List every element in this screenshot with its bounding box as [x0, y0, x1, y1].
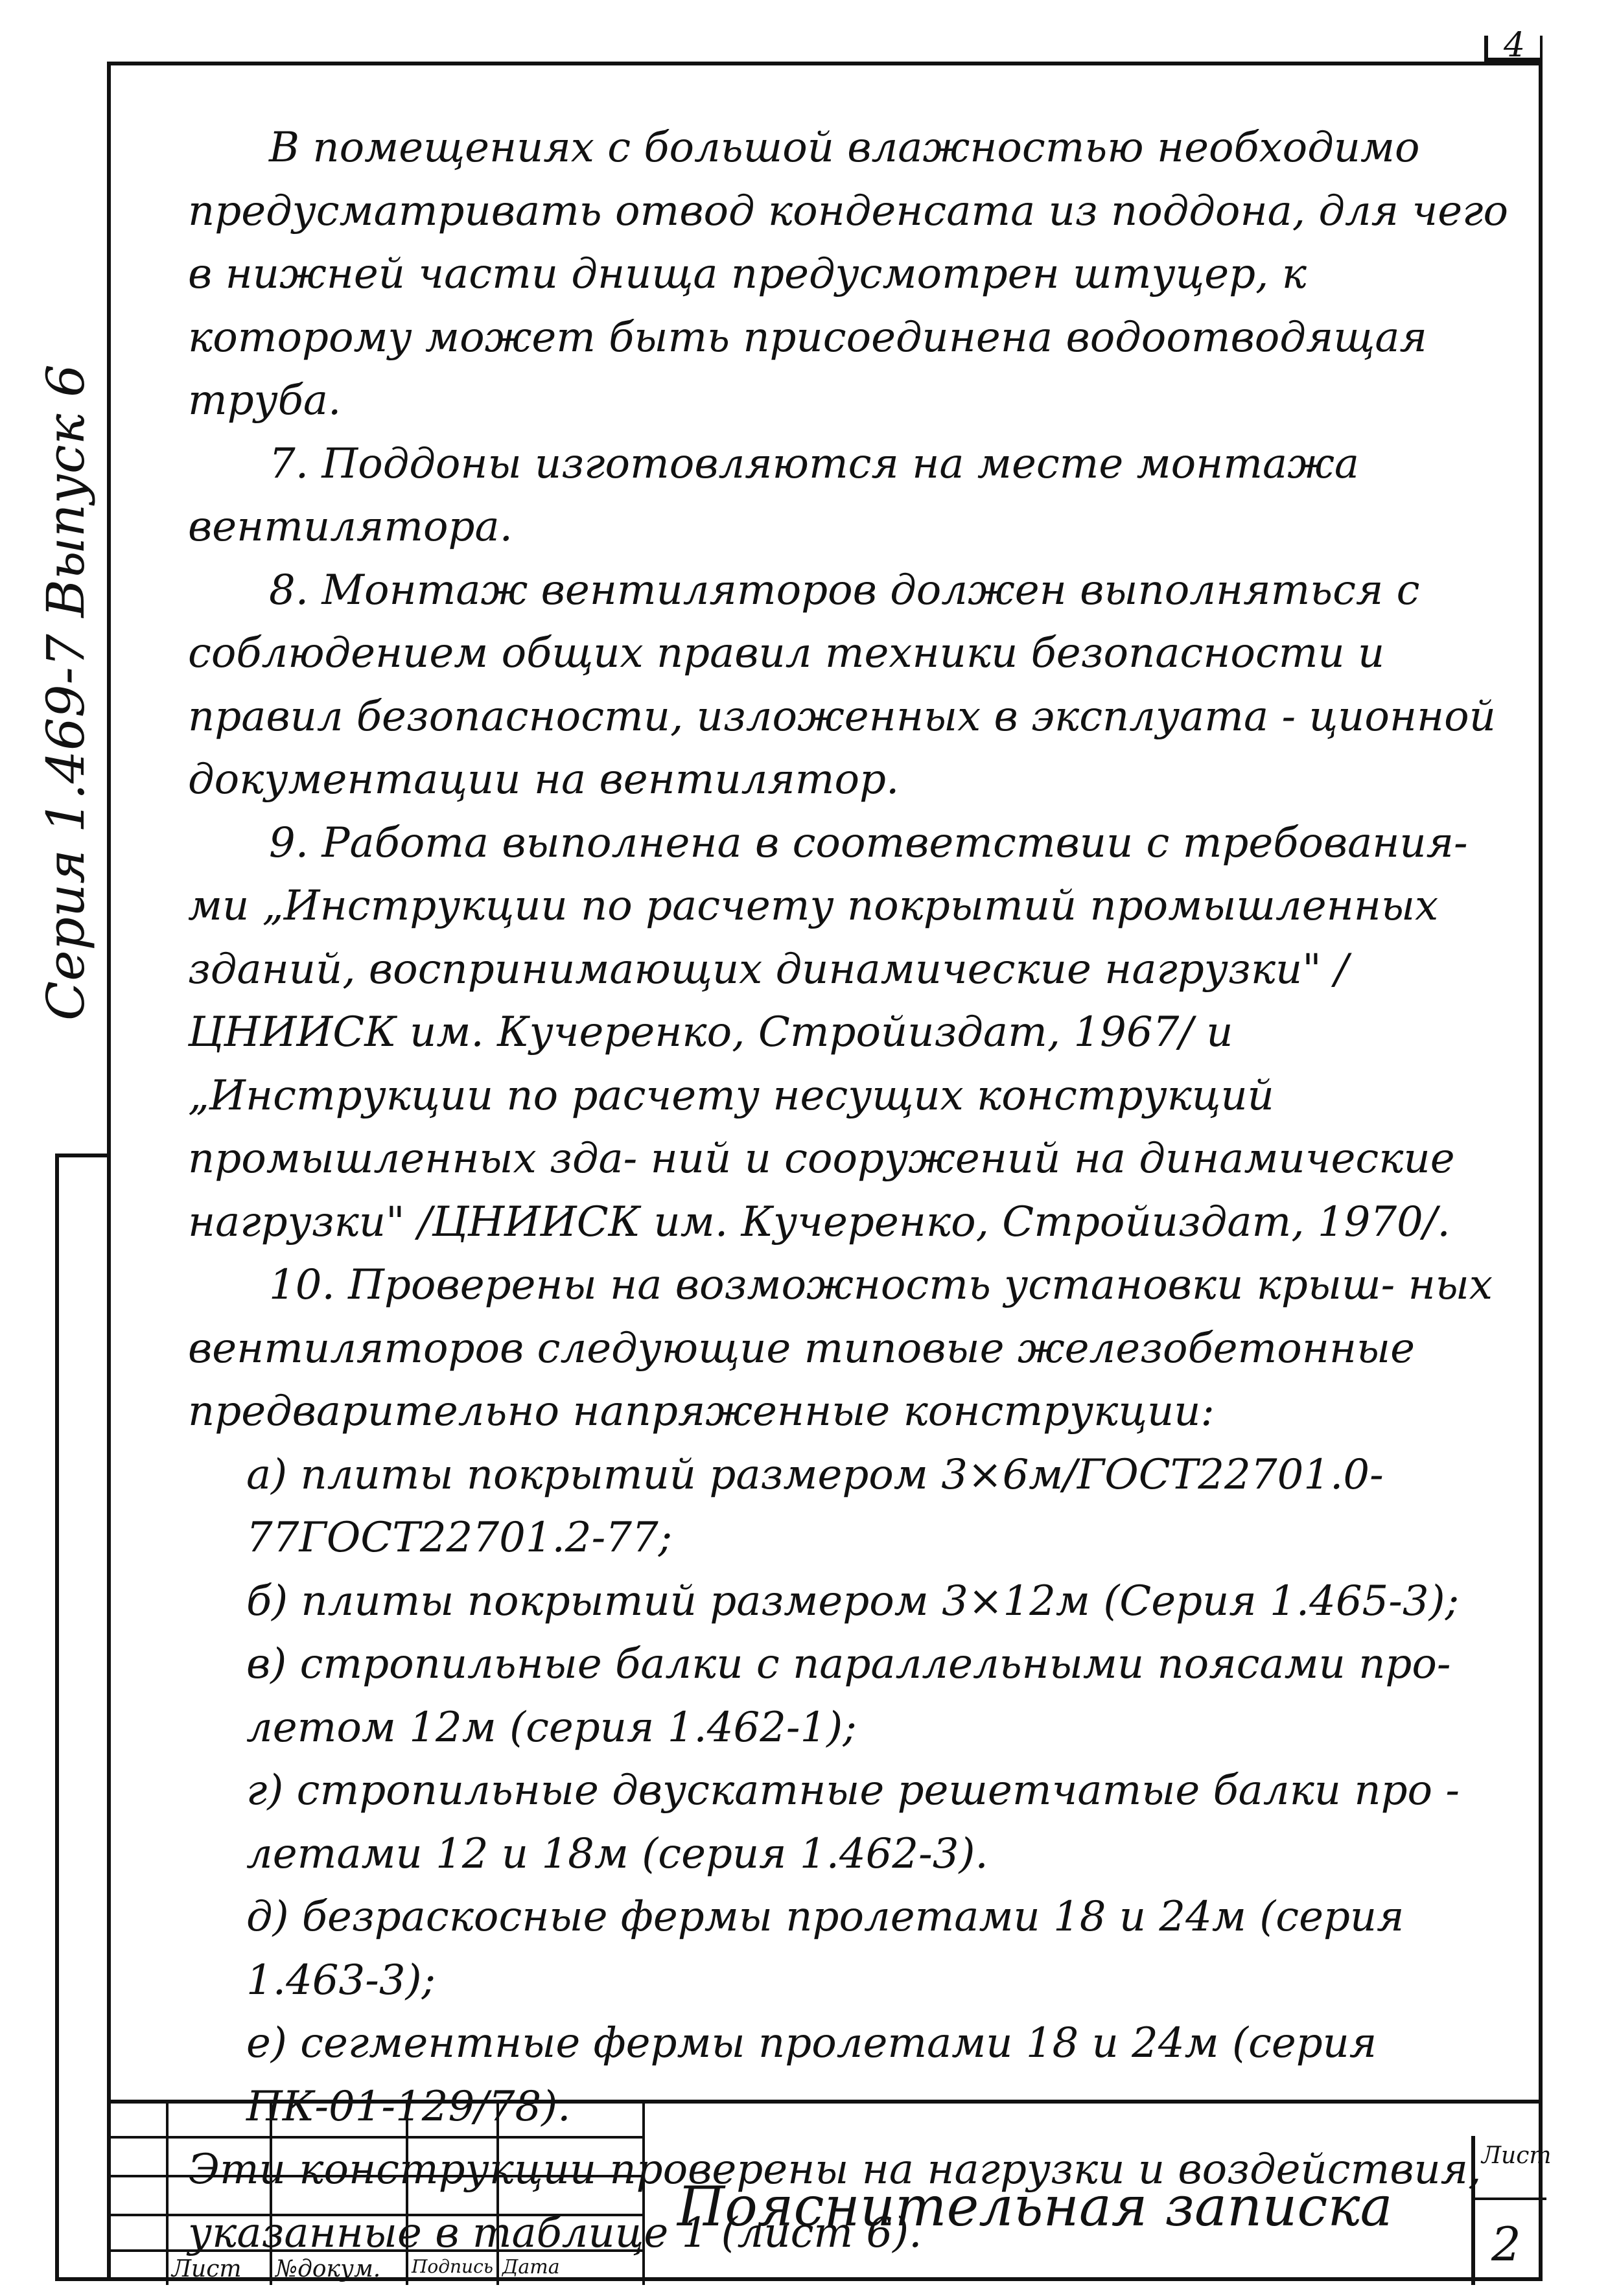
list-item: е) сегментные фермы пролетами 18 и 24м (серия ПК-01-129/78).: [246, 2019, 1377, 2131]
paragraph-8: 8. Монтаж вентиляторов должен выполняться с соблюдением общих правил техники безопасности и правил безопасности, изложенных в эксплуата - ционной документации на вентилятор.: [188, 566, 1496, 804]
list-item: б) плиты покрытий размером 3×12м (Серия 1.465-3);: [246, 1577, 1460, 1625]
list-item: г) стропильные двускатные решетчатые балки про - летами 12 и 18м (серия 1.462-3).: [246, 1767, 1460, 1878]
intro-paragraph: В помещениях с большой влажностью необходимо предусматривать отвод конденсата из поддона, для чего в нижней части днища предусмотрен штуцер, к которому может быть присоединена водоотводящая труба.: [188, 124, 1509, 424]
paragraph-9: 9. Работа выполнена в соответствии с требования- ми „Инструкции по расчету покрытий промышленных зданий, воспринимающих динамические нагрузки" /ЦНИИСК им. Кучеренко, Стройиздат, 1967/ и „Инструкции по расчету несущих конструкций промышленных зда- ний и сооружений на динамические нагрузки" /ЦНИИСК им. Кучеренко, Стройиздат, 1970/.: [188, 818, 1468, 1246]
paragraph-7: 7. Поддоны изготовляются на месте монтажа вентилятора.: [188, 439, 1360, 551]
list-item: в) стропильные балки с параллельными поясами про- летом 12м (серия 1.462-1);: [246, 1640, 1451, 1752]
col-date-label: Дата: [502, 2256, 560, 2279]
series-label: Серия 1.469-7 Выпуск 6: [36, 364, 96, 1021]
page-number: 4: [1504, 26, 1526, 65]
title-block: [107, 2100, 1552, 2282]
side-strip: [55, 1154, 107, 2281]
sheet-number-box: [1471, 2136, 1552, 2285]
sheet-label: Лист: [1482, 2142, 1552, 2169]
paragraph-10: 10. Проверены на возможность установки крыш- ных вентиляторов следующие типовые железобетонные предварительно напряженные конструкции:: [188, 1261, 1493, 1435]
col-sheet-label: Лист: [172, 2256, 242, 2282]
document-body: [188, 117, 1510, 2265]
title-block-cell: [107, 2104, 169, 2285]
document-title: Пояснительная записка: [677, 2175, 1393, 2238]
list-item: д) безраскосные фермы пролетами 18 и 24м (серия 1.463-3);: [246, 1893, 1404, 2004]
sheet-divider: [1475, 2197, 1546, 2200]
col-doc-number-label: №докум.: [275, 2256, 381, 2282]
col-signature-label: Подпись: [412, 2256, 494, 2277]
closing-paragraph: Эти конструкции проверены на нагрузки и воздействия, указанные в таблице 1 (лист 6).: [188, 2146, 1482, 2257]
sheet-number: 2: [1491, 2217, 1521, 2271]
list-item: а) плиты покрытий размером 3×6м/ГОСТ22701.0-77ГОСТ22701.2-77;: [246, 1450, 1384, 1562]
